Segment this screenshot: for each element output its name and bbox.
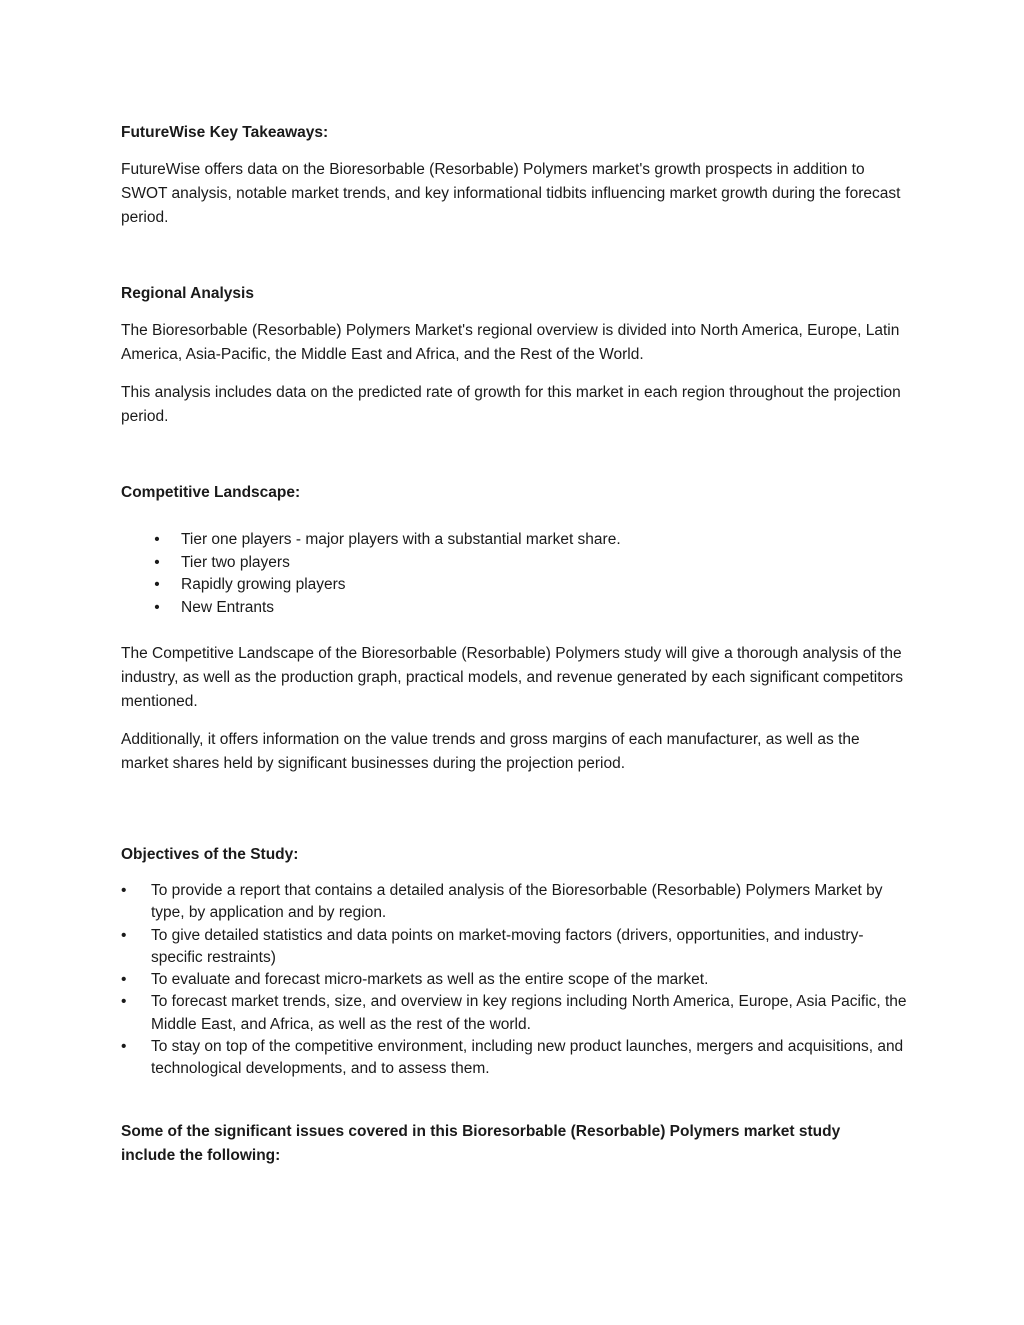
list-item bbox=[121, 1036, 911, 1081]
issues-heading: Some of the significant issues covered in this Bioresorbable (Resorbable) Polymers market study include the following: bbox=[121, 1123, 841, 1164]
bullet-icon: • bbox=[121, 1038, 127, 1056]
list-item bbox=[121, 880, 911, 925]
regional-growth-paragraph: This analysis includes data on the predicted rate of growth for this market in each region throughout the projection period. bbox=[121, 384, 901, 425]
competitive-value-trends-paragraph: Additionally, it offers information on the value trends and gross margins of each manufacturer, as well as the market shares held by significant businesses during the projection period. bbox=[121, 731, 860, 772]
bullet-icon: • bbox=[121, 971, 127, 989]
list-item-text: Tier two players bbox=[181, 553, 290, 571]
regional-overview-paragraph: The Bioresorbable (Resorbable) Polymers Market's regional overview is divided into North America, Europe, Latin America, Asia-Pacific, the Middle East and Africa, and the Rest of the World. bbox=[121, 322, 900, 363]
list-item-text: New Entrants bbox=[181, 598, 275, 616]
list-item-text: To stay on top of the competitive environment, including new product launches, mergers and acquisitions, and technological developments, and to assess them. bbox=[151, 1038, 904, 1078]
bullet-icon: • bbox=[154, 598, 160, 616]
objectives-list bbox=[121, 880, 911, 1081]
list-item-text: To evaluate and forecast micro-markets as well as the entire scope of the market. bbox=[151, 971, 709, 989]
bullet-icon: • bbox=[121, 882, 127, 899]
list-item-text: Rapidly growing players bbox=[181, 576, 346, 593]
bullet-icon: • bbox=[154, 531, 160, 548]
takeaways-paragraph: FutureWise offers data on the Bioresorbable (Resorbable) Polymers market's growth prospects in addition to SWOT analysis, notable market trends, and key informational tidbits influencing market growth during the forecast period. bbox=[121, 161, 901, 226]
list-item bbox=[121, 529, 911, 552]
bullet-icon: • bbox=[154, 553, 160, 571]
competitive-analysis-paragraph: The Competitive Landscape of the Bioresorbable (Resorbable) Polymers study will give a thorough analysis of the industry, as well as the production graph, practical models, and revenue generated by each significant competitors mentioned. bbox=[121, 645, 904, 710]
list-item-text: To provide a report that contains a detailed analysis of the Bioresorbable (Resorbable) Polymers Market by type, by application and by region. bbox=[151, 882, 883, 922]
list-item-text: To forecast market trends, size, and overview in key regions including North America, Europe, Asia Pacific, the Middle East, and Africa, as well as the rest of the world. bbox=[151, 993, 907, 1033]
list-item bbox=[121, 574, 911, 597]
list-item-text: To give detailed statistics and data points on market-moving factors (drivers, opportunities, and industry-specific restraints) bbox=[151, 926, 864, 966]
list-item bbox=[121, 925, 911, 970]
list-item bbox=[121, 969, 911, 991]
competitive-landscape-heading: Competitive Landscape: bbox=[121, 484, 301, 501]
regional-analysis-heading: Regional Analysis bbox=[121, 285, 254, 302]
competitive-tier-list bbox=[121, 529, 911, 619]
objectives-heading: Objectives of the Study: bbox=[121, 846, 299, 863]
list-item bbox=[121, 552, 911, 575]
bullet-icon: • bbox=[121, 926, 127, 944]
list-item bbox=[121, 597, 911, 620]
list-item-text: Tier one players - major players with a substantial market share. bbox=[181, 531, 621, 548]
list-item bbox=[121, 991, 911, 1036]
bullet-icon: • bbox=[121, 993, 127, 1011]
bullet-icon: • bbox=[154, 576, 160, 593]
takeaways-heading: FutureWise Key Takeaways: bbox=[121, 124, 329, 141]
